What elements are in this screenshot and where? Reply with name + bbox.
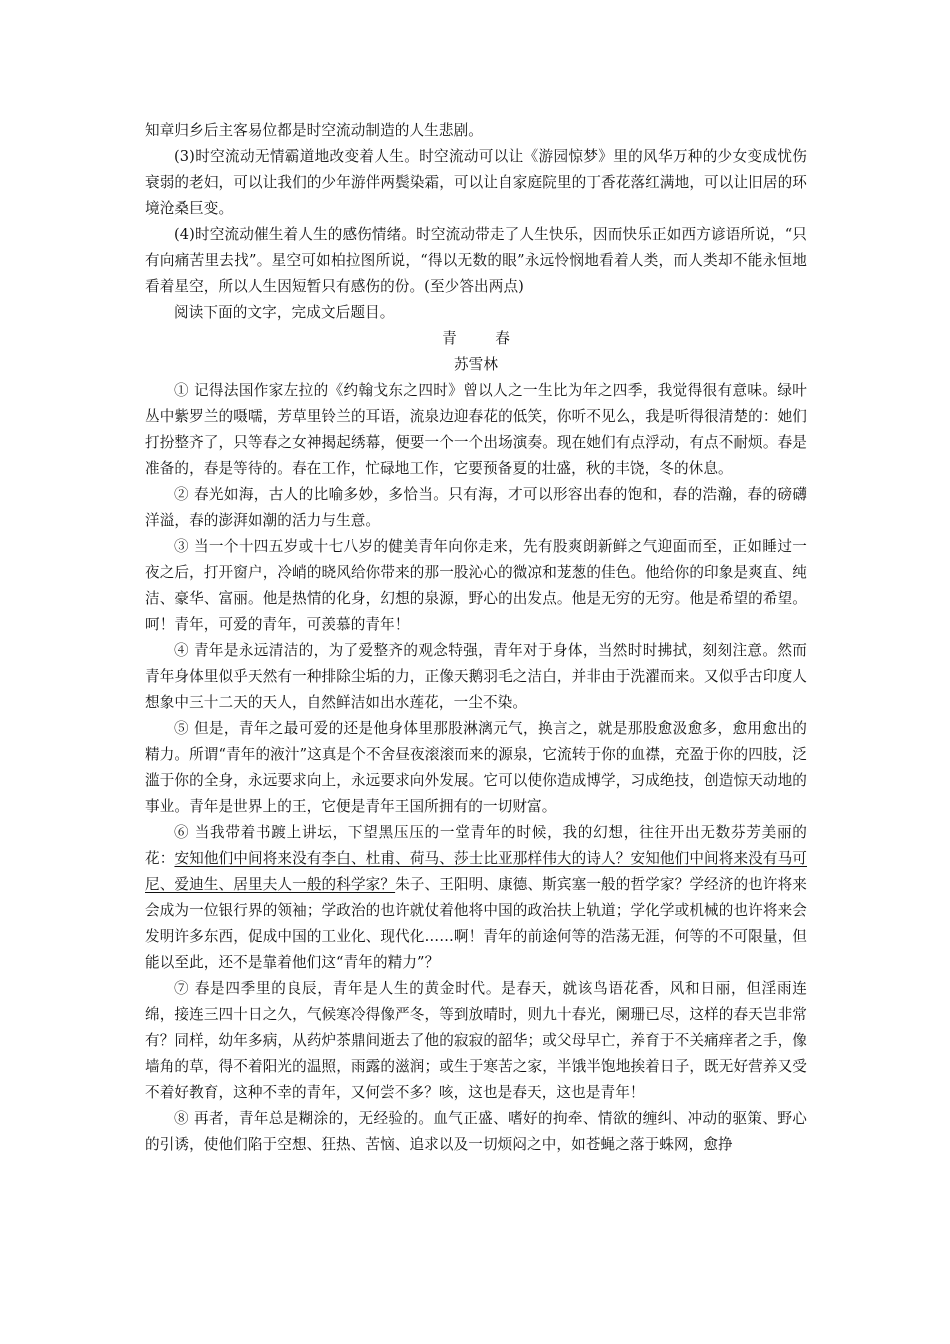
article-paragraph-2: ② 春光如海，古人的比喻多妙，多恰当。只有海，才可以形容出春的饱和，春的浩瀚，春的磅礴洋溢，春的澎湃如潮的活力与生意。 [145,486,807,529]
article-paragraph-5: ⑤ 但是，青年之最可爱的还是他身体里那股淋漓元气，换言之，就是那股愈汲愈多，愈用愈出的精力。所谓“青年的液汁”这真是个不舍昼夜滚滚而来的源泉，它流转于你的血襟，充盈于你的四肢，泛滥于你的全身，永远要求向上，永远要求向外发展。它可以使你造成博学，习成绝技，创造惊天动地的事业。青年是世界上的王，它便是青年王国所拥有的一切财富。 [145,720,807,815]
reading-instruction: 阅读下面的文字，完成文后题目。 [174,304,395,321]
article-paragraph-1: ① 记得法国作家左拉的《约翰戈东之四时》曾以人之一生比为年之四季，我觉得很有意味。绿叶丛中紫罗兰的嗫嚅，芳草里铃兰的耳语，流泉边迎春花的低笑，你听不见么，我是听得很清楚的：她们打扮整齐了，只等春之女神揭起绣幕，便要一个一个出场演奏。现在她们有点浮动，有点不耐烦。春是准备的，春是等待的。春在工作，忙碌地工作，它要预备夏的壮盛，秋的丰饶，冬的休息。 [145,382,807,477]
article-paragraph-7: ⑦ 春是四季里的良辰，青年是人生的黄金时代。是春天，就该鸟语花香，风和日丽，但淫雨连绵，接连三四十日之久，气候寒冷得像严冬，等到放晴时，则九十春光，阑珊已尽，这样的春天岂非常有？同样，幼年多病，从药炉茶鼎间逝去了他的寂寂的韶华；或父母早亡，养育于不关痛痒者之手，像墙角的草，得不着阳光的温照，雨露的滋润；或生于寒苦之家，半饿半饱地挨着日子，既无好营养又受不着好教育，这种不幸的青年，又何尝不多？咳，这也是春天，这也是青年！ [145,980,807,1101]
article-paragraph-4: ④ 青年是永远清洁的，为了爱整齐的观念特强，青年对于身体，当然时时拂拭，刻刻注意。然而青年身体里似乎天然有一种排除尘垢的力，正像天鹅羽毛之洁白，并非由于洗濯而来。又似乎古印度人想象中三十二天的天人，自然鲜洁如出水莲花，一尘不染。 [145,642,807,711]
paragraph-6-intro: ⑥ 当我带着书踱上讲坛，下望黑压压的一堂青年的时候，我的幻想，往往开出无数芬芳美丽的花： [145,824,807,867]
answer-point-4: (4)时空流动催生着人生的感伤情绪。时空流动带走了人生快乐，因而快乐正如西方谚语所说，“只有向痛苦里去找”。星空可如柏拉图所说，“得以无数的眼”永远怜悯地看着人类，而人类却不能永恒地看着星空，所以人生因短暂只有感伤的份。(至少答出两点) [145,226,807,295]
underlined-sentence: 安知他们中间将来没有李白、杜甫、荷马、莎士比亚那样伟大的诗人？安知他们中间将来没有马可尼、爱迪生、居里夫人一般的科学家？ [145,850,808,893]
answer-point-3: (3)时空流动无情霸道地改变着人生。时空流动可以让《游园惊梦》里的风华万种的少女变成忧伤衰弱的老妇，可以让我们的少年游伴两鬓染霜，可以让自家庭院里的丁香花落红满地，可以让旧居的环境沧桑巨变。 [145,148,807,217]
document-page [145,118,807,1158]
previous-answer-fragment: 知章归乡后主客易位都是时空流动制造的人生悲剧。 [145,122,483,139]
article-paragraph-6 [145,820,807,976]
article-author: 苏雪林 [453,356,499,373]
article-title: 青 春 [442,330,522,347]
article-paragraph-3: ③ 当一个十四五岁或十七八岁的健美青年向你走来，先有股爽朗新鲜之气迎面而至，正如睡过一夜之后，打开窗户，冷峭的晓风给你带来的那一股沁心的微凉和茏葱的佳色。他给你的印象是爽直、纯洁、豪华、富丽。他是热情的化身，幻想的泉源，野心的出发点。他是无穷的无穷。他是希望的希望。呵！青年，可爱的青年，可羡慕的青年！ [145,538,807,633]
article-paragraph-8: ⑧ 再者，青年总是糊涂的，无经验的。血气正盛、嗜好的拘牵、情欲的缠纠、冲动的驱策、野心的引诱，使他们陷于空想、狂热、苦恼、追求以及一切烦闷之中，如苍蝇之落于蛛网，愈挣 [145,1110,807,1153]
paragraph-6-rest: 朱子、王阳明、康德、斯宾塞一般的哲学家？学经济的也许将来会成为一位银行界的领袖；学政治的也许就仗着他将中国的政治扶上轨道；学化学或机械的也许将来会发明许多东西，促成中国的工业化、现代化……啊！青年的前途何等的浩荡无涯，何等的不可限量，但能以至此，还不是靠着他们这“青年的精力”？ [145,876,807,971]
